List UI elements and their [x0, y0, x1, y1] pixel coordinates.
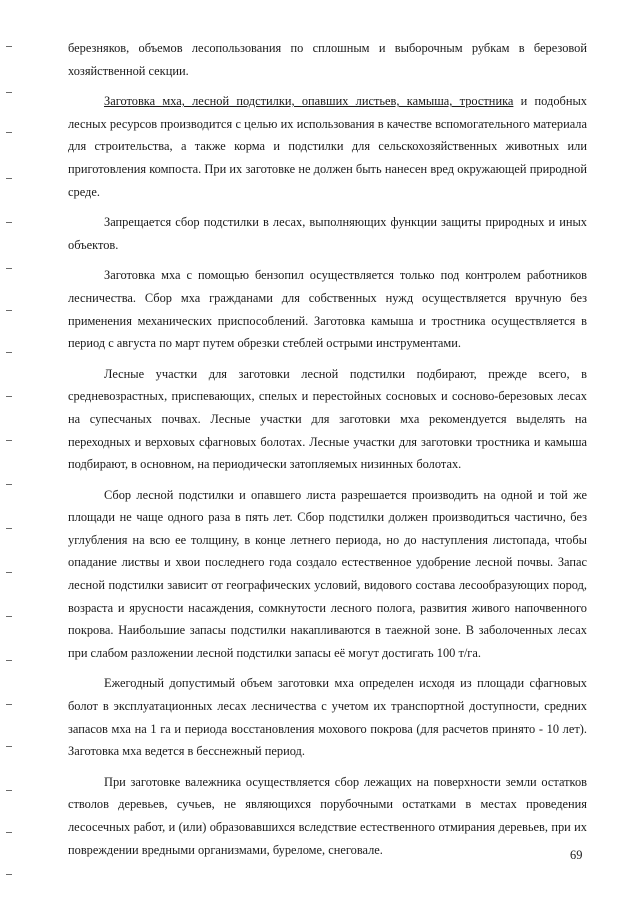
paragraph-text: и подобных лесных ресурсов производится с целью их использования в качестве вспомогательного материала для строительства, а также корма и подстилки для сельскохозяйственных животных или приготовления компоста. При их заготовке не должен быть нанесен вред окружающей природной среде. — [68, 94, 587, 199]
paragraph-forest-sites — [68, 363, 587, 476]
binding-margin-marks — [6, 0, 16, 905]
paragraph-moss-tools — [68, 264, 587, 354]
margin-mark — [6, 528, 12, 529]
margin-mark — [6, 704, 12, 705]
margin-mark — [6, 352, 12, 353]
margin-mark — [6, 746, 12, 747]
paragraph-text: Запрещается сбор подстилки в лесах, выполняющих функции защиты природных и иных объектов. — [68, 215, 587, 252]
margin-mark — [6, 268, 12, 269]
margin-mark — [6, 440, 12, 441]
margin-mark — [6, 132, 12, 133]
margin-mark — [6, 396, 12, 397]
paragraph-litter-collection — [68, 484, 587, 665]
margin-mark — [6, 572, 12, 573]
margin-mark — [6, 46, 12, 47]
margin-mark — [6, 92, 12, 93]
body-text — [68, 37, 587, 869]
underlined-heading-text: Заготовка мха, лесной подстилки, опавших листьев, камыша, тростника — [104, 94, 514, 109]
margin-mark — [6, 484, 12, 485]
paragraph-continuation — [68, 37, 587, 82]
paragraph-text: Заготовка мха с помощью бензопил осуществляется только под контролем работников лесничества. Сбор мха гражданами для собственных нужд осуществляется вручную без применения механических приспособлений. Заготовка камыша и тростника осуществляется в период с августа по март путем обрезки стеблей острыми инструментами. — [68, 268, 587, 351]
margin-mark — [6, 790, 12, 791]
paragraph-moss-harvesting — [68, 90, 587, 203]
margin-mark — [6, 310, 12, 311]
paragraph-text: Лесные участки для заготовки лесной подстилки подбирают, прежде всего, в средневозрастных, приспевающих, спелых и перестойных сосновых и сосново-березовых лесах на супесчаных почвах. Лесные участки для заготовки мха рекомендуется выделять на переходных и верховых сфагновых болотах. Лесные участки для заготовки тростника и камыша подбирают, в основном, на периодически затопляемых низинных болотах. — [68, 366, 587, 472]
margin-mark — [6, 832, 12, 833]
paragraph-text: Сбор лесной подстилки и опавшего листа разрешается производить на одной и той же площади не чаще одного раза в пять лет. Сбор подстилки должен производиться частично, без углубления на всю ее толщину, в конце летнего периода, но до наступления листопада, чтобы опадание листвы и хвои последнего года создало естественное удобрение лесной почвы. Запас лесной подстилки зависит от географических условий, видового состава лесообразующих пород, возраста и ярусности насаждения, сомкнутости лесного полога, развития живого напочвенного покрова. Наибольшие запасы подстилки накапливаются в таежной зоне. В заболоченных лесах при слабом разложении лесной подстилки запасы её могут достигать 100 т/га. — [68, 487, 587, 660]
page-number: 69 — [570, 848, 583, 862]
paragraph-text: Ежегодный допустимый объем заготовки мха определен исходя из площади сфагновых болот в эксплуатационных лесах лесничества с учетом их транспортной доступности, средних запасов мха на 1 га и периода восстановления мохового покрова (для расчетов принято - 10 лет). Заготовка мха ведется в бесснежный период. — [68, 676, 587, 759]
margin-mark — [6, 660, 12, 661]
margin-mark — [6, 222, 12, 223]
margin-mark — [6, 874, 12, 875]
margin-mark — [6, 178, 12, 179]
paragraph-deadwood — [68, 771, 587, 861]
margin-mark — [6, 616, 12, 617]
paragraph-text: березняков, объемов лесопользования по сплошным и выборочным рубкам в березовой хозяйственной секции. — [68, 41, 587, 78]
paragraph-annual-volume — [68, 672, 587, 762]
paragraph-text: При заготовке валежника осуществляется сбор лежащих на поверхности земли остатков стволов деревьев, сучьев, не являющихся порубочными остатками в местах проведения лесосечных работ, и (или) образовавшихся вследствие естественного отмирания деревьев, при их повреждении вредными организмами, буреломе, снеговале. — [68, 774, 587, 857]
paragraph-prohibition — [68, 211, 587, 256]
